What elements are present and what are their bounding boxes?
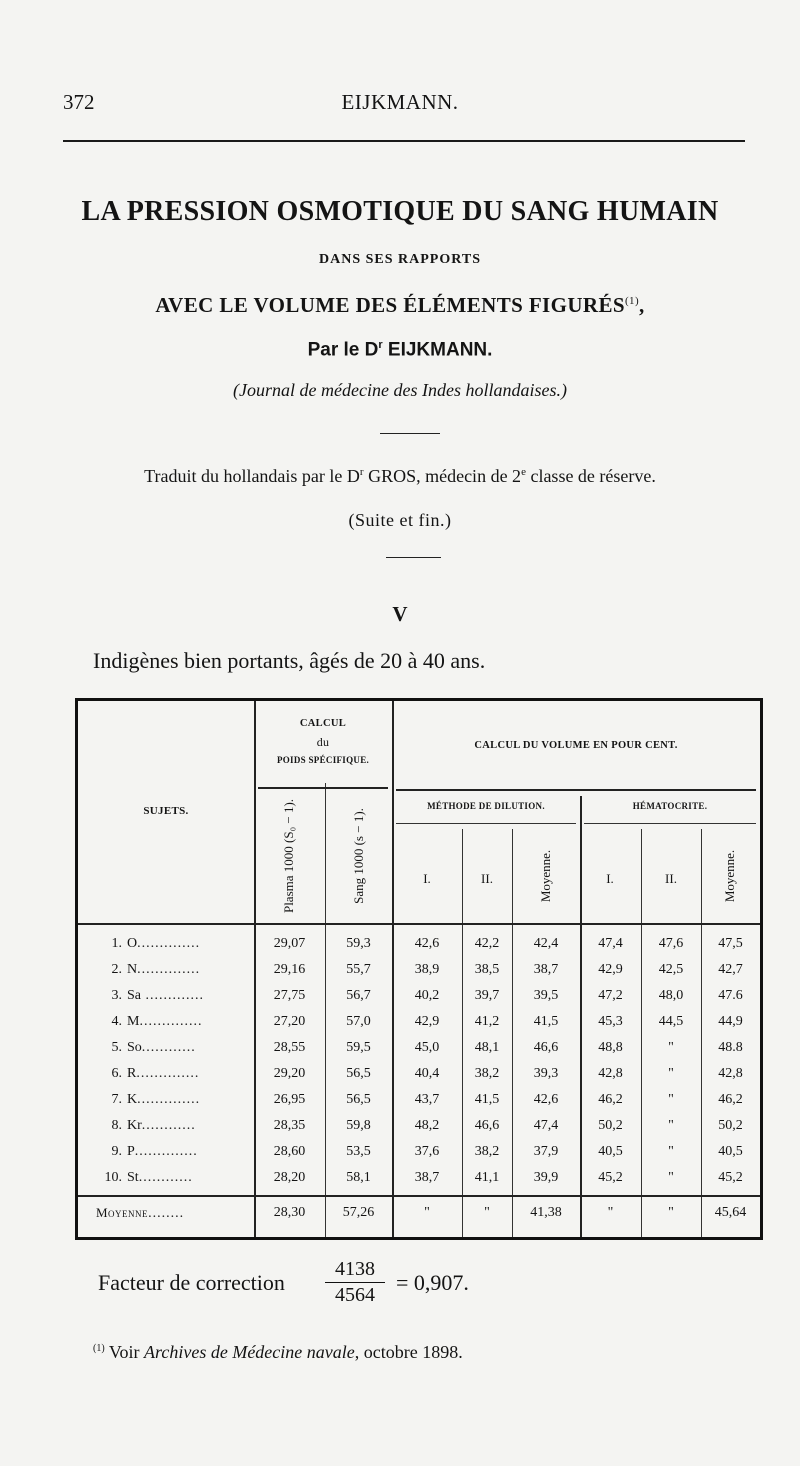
header-du: du (316, 735, 330, 749)
footnote-ref: (1) (93, 1343, 105, 1354)
header-poids: POIDS SPÉCIFIQUE. (276, 755, 370, 765)
cell-hm: 45,2 (718, 1170, 743, 1185)
cell-h1: 45,2 (598, 1170, 623, 1185)
cell-h1: 50,2 (598, 1118, 623, 1133)
separator-rule (380, 433, 440, 434)
cell-h2: " (668, 1092, 674, 1107)
table-row (78, 1066, 760, 1088)
footnote-text-a: Voir (104, 1342, 145, 1362)
header-volume: CALCUL DU VOLUME EN POUR CENT. (474, 740, 678, 751)
table-row (78, 962, 760, 984)
cell-d1: 43,7 (414, 1092, 440, 1107)
table-row (78, 1040, 760, 1062)
cell-sang: 56,7 (346, 988, 371, 1003)
data-table (75, 698, 763, 1240)
correction-label: Facteur de correction (98, 1270, 285, 1295)
cell-hm: 47.6 (718, 988, 743, 1003)
average-sang: 57,26 (342, 1205, 375, 1220)
cell-plasma: 27,75 (273, 988, 306, 1003)
cell-sang: 55,7 (346, 962, 371, 977)
cell-sang: 56,5 (346, 1092, 371, 1107)
subject-label: 5. So............ (111, 1040, 196, 1055)
cell-d2: 41,1 (474, 1170, 500, 1185)
fraction-numerator: 4138 (335, 1258, 375, 1280)
cell-hm: 44,9 (718, 1014, 743, 1029)
subject-label: 7. K.............. (111, 1092, 201, 1107)
subject-label: 9. P.............. (111, 1144, 198, 1159)
header-rule (584, 823, 756, 824)
cell-d1: 40,4 (414, 1066, 440, 1081)
subject-label: 3. Sa ............. (111, 988, 204, 1003)
cell-sang: 59,8 (346, 1118, 371, 1133)
cell-dm: 39,3 (533, 1066, 559, 1081)
table-row (78, 1092, 760, 1114)
cell-sang: 58,1 (346, 1170, 371, 1185)
cell-sang: 56,5 (346, 1066, 371, 1081)
header-dilution-ii: II. (481, 871, 493, 886)
table-row (78, 1144, 760, 1166)
fraction-bar (325, 1282, 385, 1283)
table-row (78, 988, 760, 1010)
average-plasma: 28,30 (273, 1205, 306, 1220)
header-hematocrite: HÉMATOCRITE. (632, 801, 708, 811)
subtitle-2-end: , (639, 293, 645, 317)
cell-dm: 41,5 (533, 1014, 559, 1029)
cell-h2: " (668, 1170, 674, 1185)
cell-hm: 42,8 (718, 1066, 743, 1081)
cell-plasma: 29,16 (273, 962, 306, 977)
section-intro: Indigènes bien portants, âgés de 20 à 40 ans. (93, 648, 486, 673)
cell-h2: " (668, 1118, 674, 1133)
table-row (78, 1118, 760, 1140)
cell-d2: 48,1 (474, 1040, 500, 1055)
translator-sup-2: e (521, 466, 526, 478)
header-subjects: SUJETS. (143, 805, 189, 817)
header-rule (63, 140, 745, 142)
header-calcul: CALCUL (299, 718, 347, 729)
cell-d2: 38,5 (474, 962, 500, 977)
cell-d2: 42,2 (474, 936, 500, 951)
cell-h1: 40,5 (598, 1144, 623, 1159)
cell-hm: 47,5 (718, 936, 743, 951)
translator-line (0, 466, 800, 487)
author-name: EIJKMANN. (382, 339, 493, 361)
article-subtitle-2 (0, 293, 800, 318)
fraction-denominator: 4564 (335, 1284, 375, 1306)
page-number: 372 (63, 90, 95, 114)
cell-dm: 42,6 (533, 1092, 559, 1107)
translator-c: classe de réserve. (525, 466, 656, 486)
cell-d1: 38,9 (414, 962, 440, 977)
author-sup: r (378, 339, 383, 351)
subject-label: 10. St............ (104, 1170, 193, 1185)
cell-d2: 41,2 (474, 1014, 500, 1029)
author-prefix: Par le D (307, 339, 379, 361)
header-hemato-moyenne: Moyenne. (722, 849, 738, 903)
cell-h1: 46,2 (598, 1092, 623, 1107)
subject-label: 6. R.............. (111, 1066, 200, 1081)
section-number: V (392, 602, 408, 626)
subject-label: 2. N.............. (111, 962, 201, 977)
header-hemato-ii: II. (665, 871, 677, 886)
cell-sang: 53,5 (346, 1144, 371, 1159)
footnote-source: Archives de Médecine navale (144, 1342, 355, 1362)
cell-d1: 48,2 (414, 1118, 440, 1133)
cell-d2: 39,7 (474, 988, 500, 1003)
average-rule (78, 1195, 760, 1197)
cell-dm: 47,4 (533, 1118, 559, 1133)
header-hemato-i: I. (606, 871, 614, 886)
translator-sup-1: r (359, 466, 364, 478)
cell-hm: 42,7 (718, 962, 743, 977)
cell-plasma: 28,60 (273, 1144, 306, 1159)
cell-plasma: 28,55 (273, 1040, 306, 1055)
cell-dm: 39,5 (533, 988, 559, 1003)
cell-d1: 42,9 (414, 1014, 440, 1029)
footnote-ref: (1) (624, 295, 640, 307)
author-line (0, 339, 800, 361)
average-hemato-i: " (607, 1205, 614, 1220)
header-rule (396, 823, 576, 824)
average-label: Moyenne........ (96, 1205, 185, 1221)
header-bottom-rule (78, 923, 760, 925)
cell-plasma: 29,07 (273, 936, 306, 951)
average-row (78, 1205, 760, 1227)
cell-h2: 48,0 (658, 988, 684, 1003)
header-dilution-i: I. (423, 871, 431, 886)
cell-dm: 42,4 (533, 936, 559, 951)
cell-sang: 59,3 (346, 936, 371, 951)
cell-plasma: 29,20 (273, 1066, 306, 1081)
cell-d1: 45,0 (414, 1040, 440, 1055)
cell-dm: 46,6 (533, 1040, 559, 1055)
cell-d2: 41,5 (474, 1092, 500, 1107)
translator-a: Traduit du hollandais par le D (144, 466, 360, 486)
average-dilution-ii: " (484, 1205, 490, 1220)
cell-h1: 48,8 (598, 1040, 623, 1055)
running-title: EIJKMANN. (341, 90, 459, 114)
cell-plasma: 28,35 (273, 1118, 306, 1133)
header-sang: Sang 1000 (s − 1). (350, 808, 366, 904)
cell-h1: 45,3 (598, 1014, 623, 1029)
cell-h2: 44,5 (658, 1014, 684, 1029)
separator-rule (386, 557, 441, 558)
cell-sang: 57,0 (346, 1014, 371, 1029)
average-dilution-moyenne: 41,38 (530, 1205, 562, 1220)
cell-dm: 37,9 (533, 1144, 559, 1159)
subject-label: 8. Kr............ (111, 1118, 196, 1133)
cell-h2: " (668, 1066, 674, 1081)
header-rule (396, 789, 756, 791)
cell-plasma: 26,95 (273, 1092, 306, 1107)
cell-h1: 42,9 (598, 962, 623, 977)
correction-result: = 0,907. (396, 1270, 469, 1295)
cell-hm: 50,2 (718, 1118, 743, 1133)
table-row (78, 936, 760, 958)
running-head (0, 84, 800, 124)
table-row (78, 1014, 760, 1036)
cell-d1: 40,2 (414, 988, 440, 1003)
subject-label: 1. O.............. (111, 936, 201, 951)
cell-hm: 46,2 (718, 1092, 743, 1107)
header-dilution: MÉTHODE DE DILUTION. (427, 801, 545, 811)
cell-d1: 38,7 (414, 1170, 440, 1185)
cell-hm: 40,5 (718, 1144, 743, 1159)
average-hemato-ii: " (668, 1205, 674, 1220)
subject-label: 4. M.............. (111, 1014, 203, 1029)
article-subtitle-1: DANS SES RAPPORTS (319, 252, 481, 267)
cell-plasma: 27,20 (273, 1014, 306, 1029)
average-dilution-i: " (424, 1205, 430, 1220)
cell-d2: 38,2 (474, 1144, 500, 1159)
subtitle-2-text: AVEC LE VOLUME DES ÉLÉMENTS FIGURÉS (155, 293, 625, 317)
cell-hm: 48.8 (718, 1040, 743, 1055)
average-hemato-moyenne: 45,64 (714, 1205, 747, 1220)
header-dilution-moyenne: Moyenne. (537, 849, 553, 903)
cell-h2: 47,6 (658, 936, 684, 951)
cell-h1: 47,2 (598, 988, 623, 1003)
cell-h1: 47,4 (598, 936, 623, 951)
header-plasma: Plasma 1000 (S₀ − 1). (281, 798, 297, 914)
cell-d1: 42,6 (414, 936, 440, 951)
cell-d1: 37,6 (414, 1144, 440, 1159)
footnote (93, 1342, 463, 1363)
cell-dm: 38,7 (533, 962, 559, 977)
cell-h2: " (668, 1144, 674, 1159)
cell-sang: 59,5 (346, 1040, 371, 1055)
cell-d2: 38,2 (474, 1066, 500, 1081)
cell-d2: 46,6 (474, 1118, 500, 1133)
cell-h2: " (668, 1040, 674, 1055)
footnote-text-b: , octobre 1898. (354, 1342, 463, 1362)
table-row (78, 1170, 760, 1192)
correction-fraction (325, 1258, 385, 1307)
cell-dm: 39,9 (533, 1170, 559, 1185)
cell-h2: 42,5 (658, 962, 684, 977)
article-title: LA PRESSION OSMOTIQUE DU SANG HUMAIN (81, 196, 719, 227)
journal-source: (Journal de médecine des Indes hollandaises.) (233, 380, 567, 400)
continuation-note: (Suite et fin.) (348, 510, 452, 530)
header-rule (258, 787, 388, 789)
correction-factor (98, 1258, 698, 1318)
cell-h1: 42,8 (598, 1066, 623, 1081)
cell-plasma: 28,20 (273, 1170, 306, 1185)
translator-b: GROS, médecin de 2 (363, 466, 522, 486)
